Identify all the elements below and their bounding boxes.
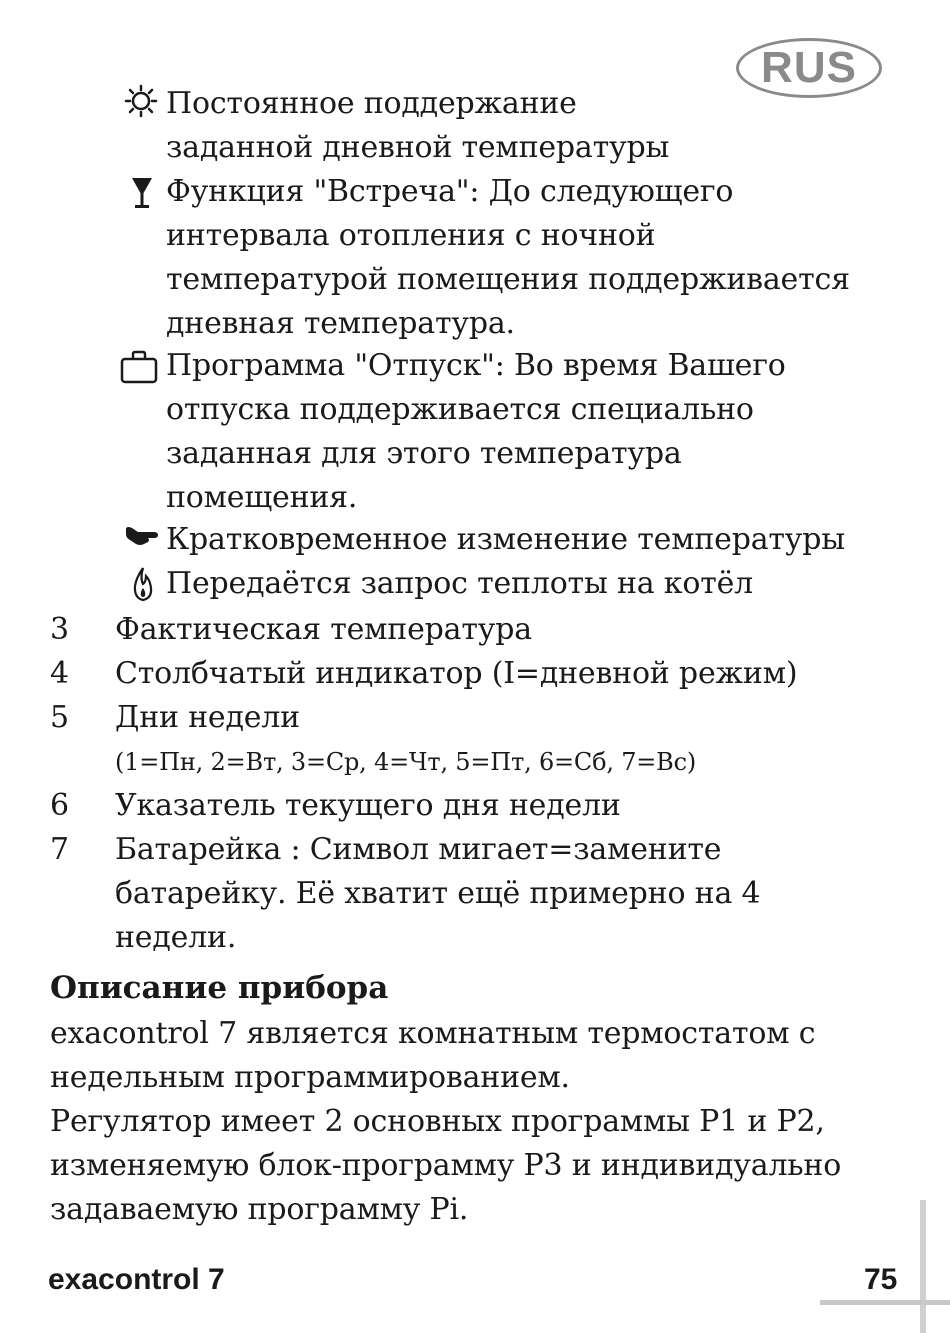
item-number: 6: [50, 788, 70, 823]
flame-icon: [132, 566, 154, 602]
section-para-line: exacontrol 7 является комнатным термостатом с: [50, 1016, 816, 1051]
sun-icon: [124, 84, 158, 118]
footer-product-name: exacontrol 7: [48, 1263, 225, 1296]
holiday-item-line-4: помещения.: [166, 480, 358, 515]
item-7-line-3: недели.: [115, 920, 237, 955]
item-number: 4: [50, 656, 70, 691]
meeting-item-line-4: дневная температура.: [166, 306, 515, 341]
temp-change-item-line-1: Кратковременное изменение температуры: [166, 522, 845, 557]
item-number: 5: [50, 700, 70, 735]
holiday-item-line-1: Программа "Отпуск": Во время Вашего: [166, 348, 786, 383]
glass-icon: [130, 176, 154, 212]
suitcase-icon: [120, 350, 158, 384]
item-number: 7: [50, 832, 70, 867]
language-badge: RUS: [736, 38, 882, 98]
heat-request-item-line-1: Передаётся запрос теплоты на котёл: [166, 566, 754, 601]
item-number: 3: [50, 612, 70, 647]
hand-icon: [124, 522, 160, 550]
item-3-text: Фактическая температура: [115, 612, 532, 647]
crop-mark-horizontal: [820, 1300, 950, 1305]
section-para-line: задаваемую программу Pi.: [50, 1192, 469, 1227]
holiday-item-line-2: отпуска поддерживается специально: [166, 392, 754, 427]
holiday-item-line-3: заданная для этого температура: [166, 436, 682, 471]
section-para-line: недельным программированием.: [50, 1060, 570, 1095]
meeting-item-line-2: интервала отопления с ночной: [166, 218, 656, 253]
section-heading: Описание прибора: [50, 970, 389, 1006]
item-5-text: Дни недели: [115, 700, 300, 735]
section-para-line: Регулятор имеет 2 основных программы P1 и P2,: [50, 1104, 825, 1139]
item-6-text: Указатель текущего дня недели: [115, 788, 621, 823]
item-5-note: (1=Пн, 2=Вт, 3=Ср, 4=Чт, 5=Пт, 6=Сб, 7=Вс): [115, 748, 697, 776]
item-7-line-1: Батарейка : Символ мигает=замените: [115, 832, 722, 867]
sun-item-line-2: заданной дневной температуры: [166, 130, 670, 165]
item-7-line-2: батарейку. Её хватит ещё примерно на 4: [115, 876, 761, 911]
crop-mark-vertical: [920, 1200, 926, 1333]
section-para-line: изменяемую блок-программу P3 и индивидуально: [50, 1148, 842, 1183]
item-4-text: Столбчатый индикатор (I=дневной режим): [115, 656, 798, 691]
sun-item-line-1: Постоянное поддержание: [166, 86, 577, 121]
meeting-item-line-3: температурой помещения поддерживается: [166, 262, 850, 297]
meeting-item-line-1: Функция "Встреча": До следующего: [166, 174, 734, 209]
page-number: 75: [864, 1263, 898, 1296]
